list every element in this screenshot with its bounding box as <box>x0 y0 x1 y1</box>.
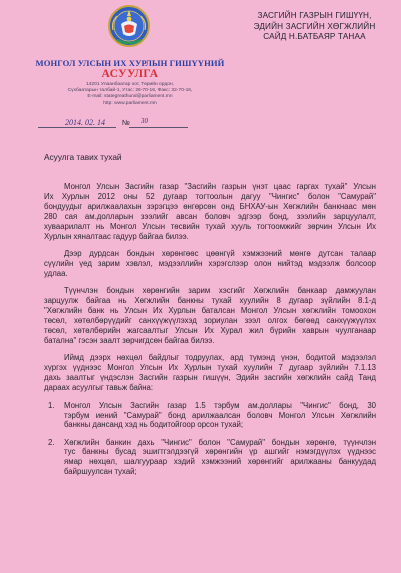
body-line: зарцуулж байгаа нь Хөгжлийн банкны тухай хуулийн 8 дугаар зүйлийн 8.1-д <box>44 296 376 306</box>
address-line: Сүхбаатарын талбай-1, Утас: 26-70-16, Факс: 32-70-16, <box>67 88 193 94</box>
body-paragraph <box>44 353 376 393</box>
body-line: удлаа. <box>44 268 68 278</box>
list-item-line: Монгол Улсын Засгийн газар 1.5 тэрбум ам.доллары "Чингис" бонд, 30 <box>64 400 376 410</box>
list-item-line: байршуулсан тухай; <box>64 467 137 477</box>
body-line: "Хөгжлийн банк нь Улсын Их Хурлын баталсан Монгол Улсын хөгжлийн томоохон <box>44 306 376 316</box>
body-paragraph <box>44 286 376 345</box>
body-line: төсөл, хөтөлбөрийн жагсаалтыг Улсын Их Хурал жил бүрийн хаврын чуулганаар <box>44 325 376 335</box>
body-line: Хурлын хяналтаас гадуур байгаа билээ. <box>44 231 189 241</box>
org-name-line2: АСУУЛГА <box>101 68 159 80</box>
recipient-block <box>232 11 397 43</box>
body-line: Монгол Улсын Засгийн газар "Засгийн газрын үнэт цаас гаргах тухай" Улсын <box>64 182 376 191</box>
body-line: дараах асуулгыг тавьж байна: <box>44 383 154 393</box>
body-line: төсөл, хөтөлбөрүүдийг санхүүжүүлэхэд зориулан зээл олгох бөгөөд санхүүжүүлэх <box>44 316 376 326</box>
list-item <box>44 401 376 431</box>
list-item-line: банкны дансанд хэд нь бодитойгоор орсон тухай; <box>64 420 244 430</box>
date-underline <box>38 127 116 128</box>
list-item-line: ямар нөхцөл, шалгуураар хэдий хэмжээний хөрөнгийг арилжааны банкуудад <box>64 457 376 467</box>
list-item-line: тус банкны бусад эшигтгэлдээгүй хөрөнгийн үр ашгийг нэмэгдүүлэх үүднээс <box>64 447 376 457</box>
org-name-line1: МОНГОЛ УЛСЫН ИХ ХУРЛЫН ГИШҮҮНИЙ <box>35 58 225 68</box>
body-line: бондуудыг арилжаалахын зэрэгцээ өнгөрсөн онд БНХАУ-ын Хөгжлийн банкнаас мөн <box>44 201 376 211</box>
address-line: http: www.parliament.mn <box>103 100 157 106</box>
list-item <box>44 438 376 478</box>
question-list <box>44 401 376 478</box>
address-line: E-mail: stategreathural@parliament.mn <box>87 94 173 100</box>
body-line: батална" гэсэн заалт зөрчигдсөн байгаа билээ. <box>44 335 215 345</box>
body-line: Их Хурлын 2012 оны 52 дугаар тогтоолын дагуу "Чингис" болон "Самурай" <box>44 191 376 201</box>
address-line: 14201 Улаанбаатар хот, Төрийн ордон, <box>85 82 175 87</box>
list-item-line: Хөгжлийн банкин дахь "Чингис" болон "Самурай" бондын хөрөнгө, түүнчлэн <box>64 437 376 447</box>
body-line: Иймд дээрх нөхцөл байдлыг тодруулах, ард түмэнд үнэн, бодитой мэдээлэл <box>64 353 376 363</box>
list-item-line: тэрбум иений "Самурай" бонд арилжаалсан боловч Монгол Улсын Хөгжлийн <box>64 410 376 420</box>
recipient-line: ЗАСГИЙН ГАЗРЫН ГИШҮҮН, <box>257 11 372 20</box>
date-number-line <box>38 117 188 131</box>
letter-body <box>44 182 376 484</box>
body-line: Дээр дурдсан бондын хөрөнгөөс цөөнгүй хэмжээний мөнгө дутсан талаар <box>64 249 376 259</box>
list-item-number: 2. <box>48 437 55 447</box>
number-underline <box>129 127 188 128</box>
body-line: 280 сая ам.долларын зээлийг авсан боловч эдгээр бонд, зээлийн зарцуулалт, <box>44 211 376 221</box>
recipient-line: ЭДИЙН ЗАСГИЙН ХӨГЖЛИЙН <box>253 21 376 31</box>
handwritten-date: 2014. 02. 14 <box>65 118 105 127</box>
body-line: Түүнчлэн бондын хөрөнгийн зарим хэсгийг Хөгжлийн банкаар дамжуулан <box>64 286 376 296</box>
state-emblem-icon <box>107 4 151 48</box>
body-line: дахь заалтыг үндэслэн Засгийн газрын гишүүн, Эдийн засгийн хөгжлийн сайд Танд <box>44 373 376 383</box>
subject-line: Асуулга тавих тухай <box>44 152 122 162</box>
body-line: хуваарилалт нь Монгол Улсын төсвийн тухай хууль тогтоомжийг зөрчин Улсын Их <box>44 221 376 231</box>
handwritten-number: 30 <box>141 117 148 125</box>
number-label: № <box>122 118 130 127</box>
body-line: хүргэх үүднээс Монгол Улсын Их Хурлын тухай хуулийн 7 дугаар зүйлийн 7.1.13 <box>44 363 376 373</box>
body-line: сүүлийн үед зарим хэвлэл, мэдээллийн хэрэгслээр олон нийтэд мэдээлж болсоор <box>44 258 376 268</box>
recipient-line: САЙД Н.БАТБАЯР ТАНАА <box>263 32 366 42</box>
body-paragraph <box>44 249 376 279</box>
list-item-number: 1. <box>48 400 55 410</box>
letterhead-address <box>40 82 220 107</box>
body-paragraph <box>44 182 376 241</box>
